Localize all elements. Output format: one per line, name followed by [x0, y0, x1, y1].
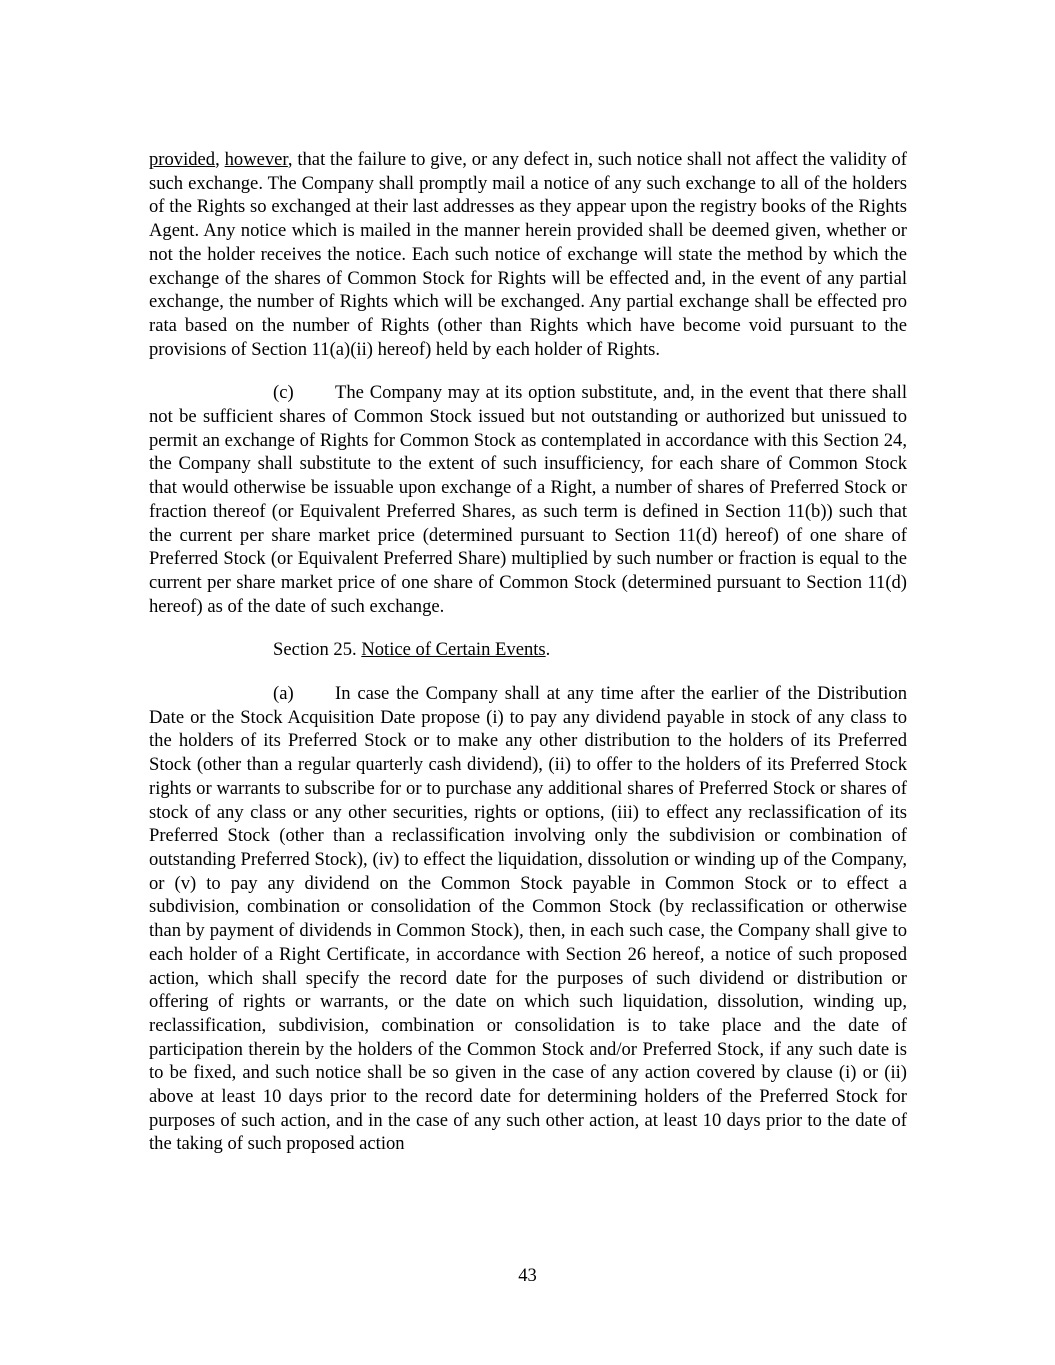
- emphasis-however: however: [224, 149, 288, 170]
- section-punctuation: .: [545, 639, 551, 661]
- paragraph-c-substitution: [149, 381, 907, 618]
- paragraph-spacer: [149, 618, 907, 638]
- section-number: Section 25.: [273, 639, 362, 661]
- paragraph-spacer: [149, 662, 907, 682]
- paragraph-text: In case the Company shall at any time after the earlier of the Distribution Date or the Stock Acquisition Date propose (i) to pay any dividend payable in stock of any class to the holders of its Preferred Stock or to make any other distribution to the holders of its Preferred Stock (other than a regular quarterly cash dividend), (ii) to offer to the holders of its Preferred Stock rights or warrants to subscribe for or to purchase any additional shares of Preferred Stock or shares of stock of any class or any other securities, rights or options, (iii) to effect any reclassification of its Preferred Stock (other than a reclassification involving only the subdivision or combination of outstanding Preferred Stock), (iv) to effect the liquidation, dissolution or winding up of the Company, or (v) to pay any dividend on the Common Stock payable in Common Stock or to effect a subdivision, combination or consolidation of the Common Stock (by reclassification or otherwise than by payment of dividends in Common Stock), then, in each such case, the Company shall give to each holder of a Right Certificate, in accordance with Section 26 hereof, a notice of such proposed action, which shall specify the record date for the purposes of such dividend or distribution or offering of rights or warrants, or the date on which such liquidation, dissolution, winding up, reclassification, subdivision, combination or consolidation is to take place and the date of participation therein by the holders of the Common Stock and/or Preferred Stock, if any such date is to be fixed, and such notice shall be so given in the case of any action covered by clause (i) or (ii) above at least 10 days prior to the record date for determining holders of the Preferred Stock for purposes of such action, and in the case of any such other action, at least 10 days prior to the date of the taking of such proposed action: [149, 683, 907, 1155]
- paragraph-text: The Company may at its option substitute, and, in the event that there shall not be sufficient shares of Common Stock issued but not outstanding or authorized but unissued to permit an exchange of Rights for Common Stock as contemplated in accordance with this Section 24, the Company shall substitute to the extent of such insufficiency, for each share of Common Stock that would otherwise be issuable upon exchange of a Right, a number of shares of Preferred Stock or fraction thereof (or Equivalent Preferred Shares, as such term is defined in Section 11(b)) such that the current per share market price (determined pursuant to Section 11(d) hereof) of one share of Preferred Stock (or Equivalent Preferred Share) multiplied by such number or fraction is equal to the current per share market price of one share of Common Stock (determined pursuant to Section 11(d) hereof) as of the date of such exchange.: [149, 382, 907, 617]
- paragraph-exchange-notice: [149, 148, 907, 361]
- paragraph-text: , that the failure to give, or any defect in, such notice shall not affect the validity of such exchange. The Company shall promptly mail a notice of any such exchange to all of the holders of the Rights so exchanged at their last addresses as they appear upon the registry books of the Rights Agent. Any notice which is mailed in the manner herein provided shall be deemed given, whether or not the holder receives the notice. Each such notice of exchange will state the method by which the exchange of the shares of Common Stock for Rights will be effected and, in the event of any partial exchange, the number of Rights which will be exchanged. Any partial exchange shall be effected pro rata based on the number of Rights (other than Rights which have become void pursuant to the provisions of Section 11(a)(ii) hereof) held by each holder of Rights.: [149, 149, 908, 360]
- document-body: [149, 148, 907, 1156]
- page-number: 43: [518, 1265, 537, 1286]
- section-heading: [149, 638, 907, 662]
- paragraph-spacer: [149, 361, 907, 381]
- paragraph-marker: (a): [273, 683, 294, 705]
- paragraph-marker: (c): [273, 382, 294, 404]
- section-title: Notice of Certain Events: [361, 639, 546, 661]
- separator: ,: [215, 149, 225, 170]
- emphasis-provided: provided: [149, 149, 216, 170]
- paragraph-a-notice: [149, 682, 907, 1156]
